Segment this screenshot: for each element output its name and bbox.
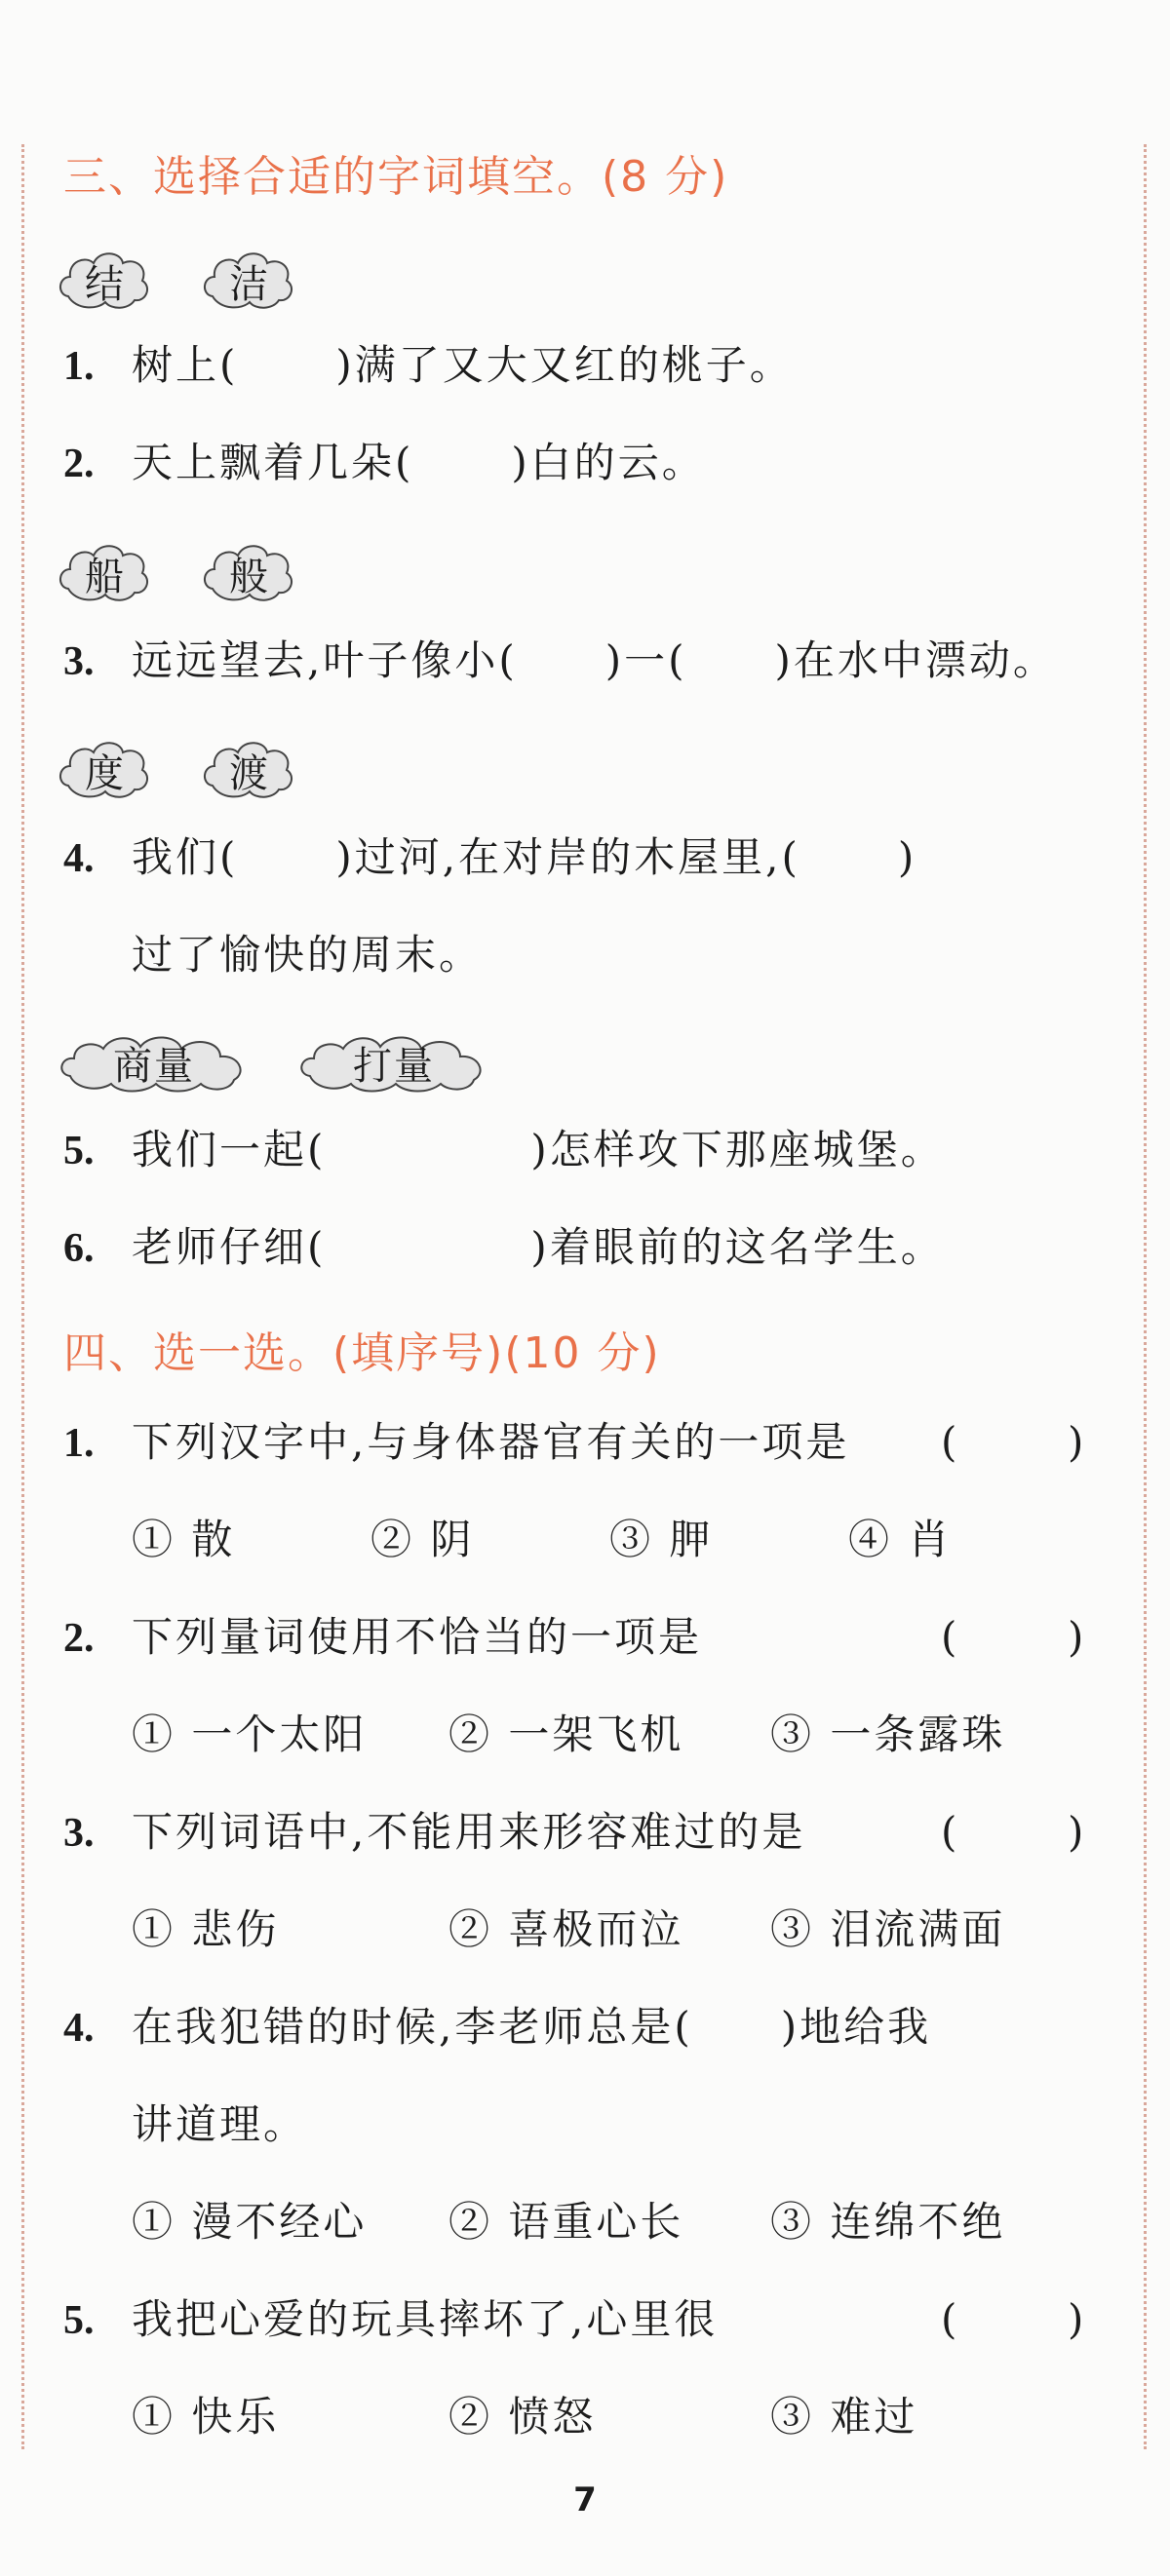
page-border-right bbox=[1144, 144, 1147, 2449]
word-option: 渡 bbox=[229, 750, 270, 796]
answer-open: ( bbox=[941, 1418, 957, 1466]
answer-open: ( bbox=[941, 1613, 957, 1661]
fill-item bbox=[63, 1218, 945, 1277]
item-text: )一( bbox=[604, 636, 687, 684]
word-cloud bbox=[57, 534, 154, 612]
answer-close: ) bbox=[1068, 1418, 1084, 1466]
question-text: )地给我 bbox=[780, 2003, 932, 2051]
word-option: 商量 bbox=[113, 1043, 195, 1089]
word-cloud bbox=[57, 731, 154, 809]
option: ④ 肖 bbox=[848, 1516, 953, 1563]
question-text: 我把心爱的玩具摔坏了,心里很 bbox=[132, 2295, 719, 2343]
item-number: 6. bbox=[63, 1226, 95, 1271]
option: ③ 难过 bbox=[770, 2393, 918, 2441]
item-number: 1. bbox=[63, 344, 95, 389]
word-option: 船 bbox=[85, 554, 126, 599]
answer-close: ) bbox=[1068, 1808, 1084, 1856]
word-cloud bbox=[57, 242, 154, 320]
option: ① 漫不经心 bbox=[132, 2198, 368, 2246]
item-text: )着眼前的这名学生。 bbox=[530, 1223, 945, 1271]
option: ③ 泪流满面 bbox=[770, 1905, 1006, 1953]
item-text: )过河,在对岸的木屋里,( bbox=[335, 833, 800, 881]
option: ③ 胛 bbox=[609, 1516, 714, 1563]
question-text: 下列量词使用不恰当的一项是 bbox=[132, 1613, 703, 1661]
item-text: )白的云。 bbox=[511, 439, 706, 486]
fill-item bbox=[63, 828, 916, 887]
answer-close: ) bbox=[1068, 2295, 1084, 2343]
word-option: 洁 bbox=[229, 261, 270, 307]
item-text: 我们( bbox=[132, 833, 239, 881]
option: ② 阴 bbox=[370, 1516, 475, 1563]
question-number: 3. bbox=[63, 1811, 95, 1856]
word-cloud bbox=[57, 1023, 252, 1101]
option: ② 一架飞机 bbox=[448, 1711, 684, 1758]
question-number: 2. bbox=[63, 1616, 95, 1661]
fill-item bbox=[63, 1121, 945, 1179]
question bbox=[63, 2290, 718, 2349]
item-text: ) bbox=[897, 833, 917, 881]
question-text: 下列词语中,不能用来形容难过的是 bbox=[132, 1808, 806, 1856]
option: ② 愤怒 bbox=[448, 2393, 597, 2441]
item-text: )怎样攻下那座城堡。 bbox=[530, 1126, 945, 1173]
word-option: 结 bbox=[85, 261, 126, 307]
item-text: 老师仔细( bbox=[132, 1223, 327, 1271]
item-text: 天上飘着几朵( bbox=[132, 439, 414, 486]
fill-item bbox=[63, 434, 706, 492]
word-cloud bbox=[201, 534, 298, 612]
question-number: 4. bbox=[63, 2006, 95, 2051]
item-number: 4. bbox=[63, 836, 95, 881]
page-border-left bbox=[21, 144, 24, 2449]
word-option: 般 bbox=[229, 554, 270, 599]
word-cloud bbox=[201, 242, 298, 320]
question bbox=[63, 1413, 849, 1472]
item-number: 3. bbox=[63, 639, 95, 684]
section-4-title: 四、选一选。(填序号)(10 分) bbox=[63, 1328, 661, 1378]
question bbox=[63, 1608, 702, 1667]
item-number: 5. bbox=[63, 1129, 95, 1173]
section-3-title: 三、选择合适的字词填空。(8 分) bbox=[63, 152, 729, 202]
item-continuation: 过了愉快的周末。 bbox=[132, 931, 484, 979]
question-number: 5. bbox=[63, 2298, 95, 2343]
item-text: 我们一起( bbox=[132, 1126, 327, 1173]
question-continuation: 讲道理。 bbox=[132, 2100, 308, 2148]
option: ① 散 bbox=[132, 1516, 236, 1563]
page-number: 7 bbox=[573, 2480, 597, 2519]
question-number: 1. bbox=[63, 1421, 95, 1466]
item-text: )在水中漂动。 bbox=[774, 636, 1057, 684]
fill-item bbox=[63, 336, 794, 395]
answer-open: ( bbox=[941, 2295, 957, 2343]
question-text: 在我犯错的时候,李老师总是( bbox=[132, 2003, 693, 2051]
word-cloud bbox=[296, 1023, 491, 1101]
question-text: 下列汉字中,与身体器官有关的一项是 bbox=[132, 1418, 850, 1466]
option: ① 一个太阳 bbox=[132, 1711, 368, 1758]
word-option: 打量 bbox=[353, 1043, 435, 1089]
option: ② 语重心长 bbox=[448, 2198, 684, 2246]
item-text: 树上( bbox=[132, 341, 239, 389]
option: ① 悲伤 bbox=[132, 1905, 280, 1953]
option: ① 快乐 bbox=[132, 2393, 280, 2441]
item-number: 2. bbox=[63, 442, 95, 486]
fill-item bbox=[63, 632, 1057, 690]
option: ② 喜极而泣 bbox=[448, 1905, 684, 1953]
answer-close: ) bbox=[1068, 1613, 1084, 1661]
word-cloud bbox=[201, 731, 298, 809]
question bbox=[63, 1803, 805, 1862]
item-text: )满了又大又红的桃子。 bbox=[335, 341, 794, 389]
question bbox=[63, 1998, 931, 2057]
item-text: 远远望去,叶子像小( bbox=[132, 636, 518, 684]
option: ③ 一条露珠 bbox=[770, 1711, 1006, 1758]
option: ③ 连绵不绝 bbox=[770, 2198, 1006, 2246]
answer-open: ( bbox=[941, 1808, 957, 1856]
word-option: 度 bbox=[85, 750, 126, 796]
